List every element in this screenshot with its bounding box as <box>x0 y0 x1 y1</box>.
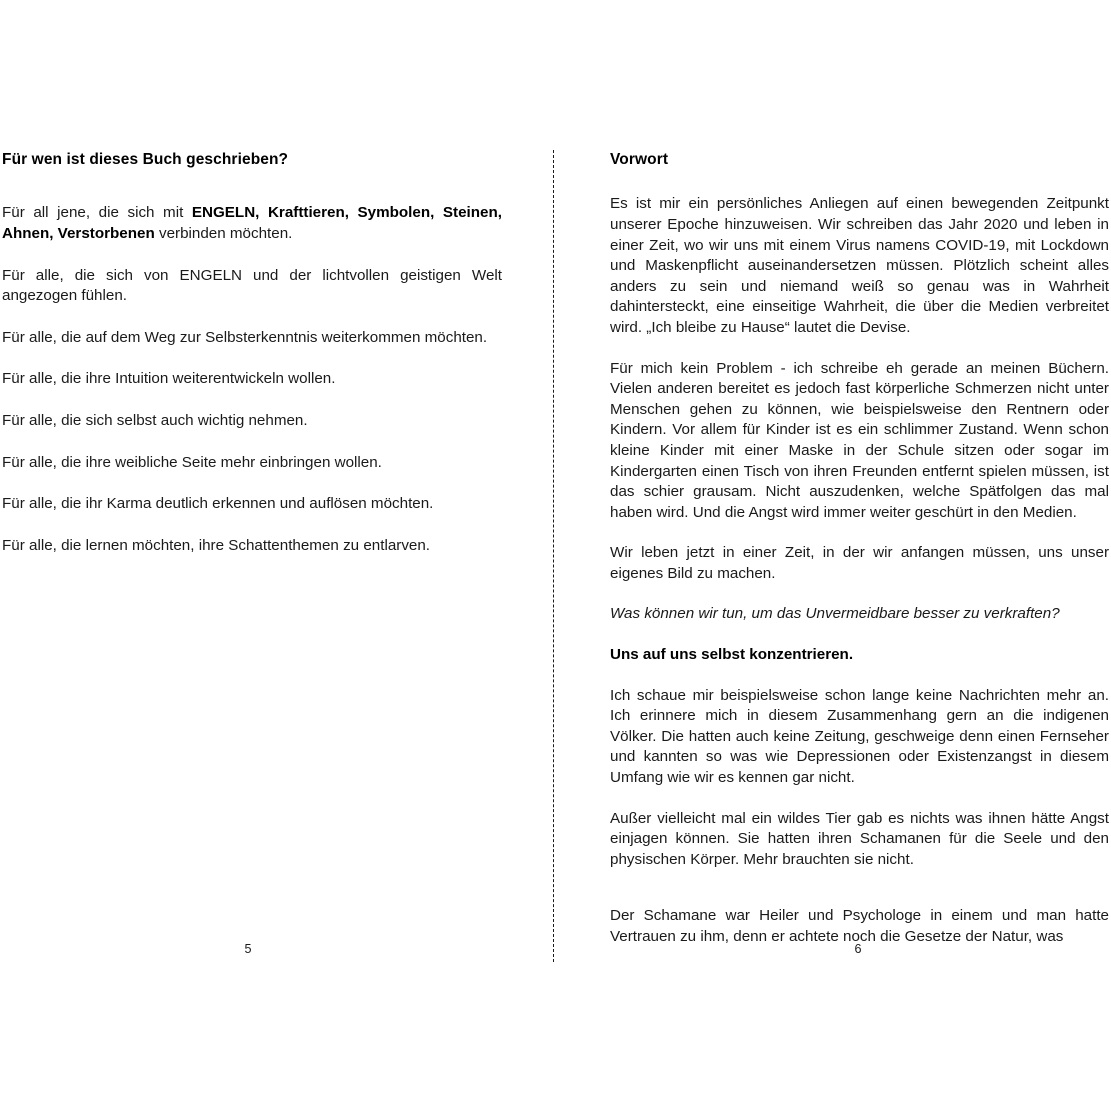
paragraph: Für mich kein Problem - ich schreibe eh gerade an meinen Büchern. Vielen anderen bereitet es jedoch fast körperliche Schmerzen nicht unter Menschen gehen zu können, wie beispielsweise den Rentnern oder Kindern. Vor allem für Kinder ist es ein schlimmer Zustand. Wenn schon kleine Kinder mit einer Maske in der Schule sitzen oder sogar im Kindergarten einen Tisch von ihren Freunden entfernt spielen müssen, ist das schier grausam. Nicht auszudenken, welche Spätfolgen das mal haben wird. Und die Angst wird immer weiter geschürt in den Medien. <box>610 359 1109 521</box>
page-divider <box>553 150 554 962</box>
page-left-body <box>2 150 502 556</box>
paragraph: Für alle, die auf dem Weg zur Selbsterkenntnis weiterkommen möchten. <box>2 328 488 346</box>
paragraph: Für alle, die sich selbst auch wichtig nehmen. <box>2 411 308 429</box>
paragraph-run: verbinden möchten. <box>154 224 293 242</box>
paragraph-run-bold: ENGELN, Krafttieren, Symbolen, Steinen, Ahnen, Verstorbenen <box>2 204 502 242</box>
paragraph: Außer vielleicht mal ein wildes Tier gab es nichts was ihnen hätte Angst einjagen können. Sie hatten ihren Schamanen für die Seele und den physischen Körper. Mehr brauchten sie nicht. <box>610 809 1109 868</box>
page-title-right: Vorwort <box>610 151 669 168</box>
paragraph: Wir leben jetzt in einer Zeit, in der wir anfangen müssen, uns unser eigenes Bild zu machen. <box>610 544 1109 582</box>
page-number-left: 5 <box>244 942 252 956</box>
paragraph: Es ist mir ein persönliches Anliegen auf einen bewegenden Zeitpunkt unserer Epoche hinzuweisen. Wir schreiben das Jahr 2020 und leben in einer Zeit, wo wir uns mit einem Virus namens COVID-19, mit Lockdown und Maskenpflicht auseinandersetzen müssen. Plötzlich scheint alles anders zu sein und niemand weiß so genau was in Wahrheit dahintersteckt, eine einseitige Wahrheit, die über die Medien verbreitet wird. „Ich bleibe zu Hause“ lautet die Devise. <box>610 195 1109 336</box>
paragraph-italic: Was können wir tun, um das Unvermeidbare besser zu verkraften? <box>610 605 1060 623</box>
paragraph: Für alle, die sich von ENGELN und der lichtvollen geistigen Welt angezogen fühlen. <box>2 266 502 305</box>
paragraph-bold: Uns auf uns selbst konzentrieren. <box>610 646 854 664</box>
paragraph: Für alle, die ihre Intuition weiterentwickeln wollen. <box>2 370 336 388</box>
paragraph: Ich schaue mir beispielsweise schon lange keine Nachrichten mehr an. Ich erinnere mich in diesem Zusammenhang gern an die indigenen Völker. Die hatten auch keine Zeitung, geschweige denn einen Fernseher und kannten so was wie Depressionen oder Existenzangst in diesem Umfang wie wir es kennen gar nicht. <box>610 686 1109 787</box>
page-title-left: Für wen ist dieses Buch geschrieben? <box>2 151 289 168</box>
paragraph: Für alle, die ihr Karma deutlich erkennen und auflösen möchten. <box>2 495 434 513</box>
paragraph-run: Für all jene, die sich mit <box>2 204 192 222</box>
paragraph <box>2 203 502 244</box>
paragraph: Für alle, die ihre weibliche Seite mehr einbringen wollen. <box>2 453 382 471</box>
page-number-right: 6 <box>854 942 862 956</box>
page-right-body <box>610 150 1109 948</box>
paragraph: Für alle, die lernen möchten, ihre Schattenthemen zu entlarven. <box>2 536 431 554</box>
paragraph: Der Schamane war Heiler und Psychologe in einem und man hatte Vertrauen zu ihm, denn er achtete noch die Gesetze der Natur, was <box>610 907 1109 945</box>
